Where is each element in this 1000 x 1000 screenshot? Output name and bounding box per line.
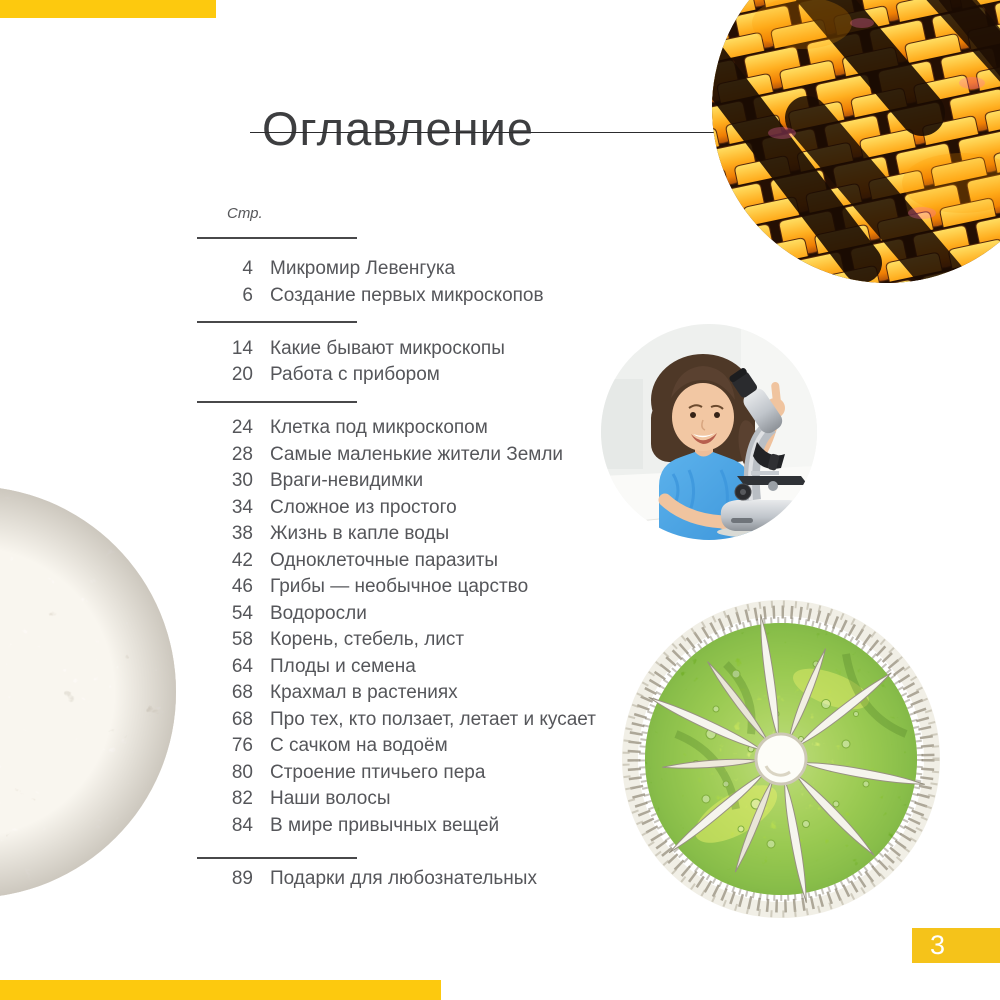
butterfly-wing-photo bbox=[712, 0, 1000, 283]
page-title: Оглавление bbox=[262, 102, 535, 156]
toc-entry-title: Грибы — необычное царство bbox=[270, 576, 529, 597]
toc-entry-title: Самые маленькие жители Земли bbox=[270, 443, 564, 465]
toc-page-number: 14 bbox=[231, 337, 253, 359]
toc-row bbox=[195, 548, 625, 575]
toc-page-number: 38 bbox=[231, 523, 253, 544]
toc-row bbox=[195, 627, 625, 654]
toc-entry-title: В мире привычных вещей bbox=[270, 814, 500, 836]
toc-page-number: 54 bbox=[231, 602, 253, 624]
toc-page-number: 6 bbox=[242, 284, 253, 306]
toc-entry-title: Жизнь в капле воды bbox=[270, 523, 450, 544]
top-left-accent-bar bbox=[0, 0, 216, 18]
toc-page-number: 34 bbox=[231, 496, 253, 518]
toc-row bbox=[195, 256, 625, 283]
toc-row bbox=[195, 760, 625, 787]
toc-page-number: 64 bbox=[231, 655, 253, 677]
toc-row bbox=[195, 468, 625, 495]
toc-page-number: 76 bbox=[231, 735, 253, 756]
page-number-badge bbox=[912, 928, 1000, 963]
green-algae-photo bbox=[616, 594, 946, 924]
page-column-label: Стр. bbox=[227, 205, 263, 222]
toc-entry-title: Микромир Левенгука bbox=[270, 258, 456, 279]
toc-group bbox=[195, 336, 625, 389]
section-divider bbox=[195, 389, 625, 416]
toc-entry-title: Водоросли bbox=[270, 602, 367, 624]
toc-page-number: 82 bbox=[231, 788, 253, 809]
toc-entry-title: Наши волосы bbox=[270, 788, 391, 809]
toc-row bbox=[195, 495, 625, 522]
toc-entry-title: Враги-невидимки bbox=[270, 470, 424, 491]
toc-page-number: 58 bbox=[231, 629, 253, 650]
toc-row bbox=[195, 415, 625, 442]
page-number: 3 bbox=[930, 930, 946, 960]
toc-row bbox=[195, 654, 625, 681]
title-underline bbox=[250, 132, 750, 133]
toc-group bbox=[195, 866, 625, 893]
sponge-fiber-photo bbox=[0, 486, 176, 898]
toc-row bbox=[195, 786, 625, 813]
toc-entry-title: С сачком на водоём bbox=[270, 735, 448, 756]
toc-row bbox=[195, 442, 625, 469]
toc-entry-title: Строение птичьего пера bbox=[270, 761, 486, 783]
toc-row bbox=[195, 680, 625, 707]
toc-row bbox=[195, 866, 625, 893]
toc-row bbox=[195, 521, 625, 548]
toc-row bbox=[195, 813, 625, 840]
toc-row bbox=[195, 733, 625, 760]
toc-entry-title: Корень, стебель, лист bbox=[270, 629, 465, 650]
toc-page-number: 89 bbox=[231, 867, 253, 889]
toc-entry-title: Создание первых микроскопов bbox=[270, 284, 544, 306]
toc-row bbox=[195, 362, 625, 389]
toc-page-number: 24 bbox=[231, 417, 253, 438]
toc-page-number: 4 bbox=[242, 258, 253, 279]
toc-entry-title: Плоды и семена bbox=[270, 655, 416, 677]
toc-entry-title: Работа с прибором bbox=[270, 364, 440, 385]
toc-page-number: 84 bbox=[231, 814, 253, 836]
toc-page-number: 28 bbox=[231, 443, 253, 465]
toc-row bbox=[195, 336, 625, 363]
toc-page-number: 30 bbox=[231, 470, 253, 491]
toc-row bbox=[195, 707, 625, 734]
toc-page-number: 68 bbox=[231, 682, 253, 703]
toc-row bbox=[195, 283, 625, 310]
toc-entry-title: Какие бывают микроскопы bbox=[270, 337, 505, 359]
toc-page-number: 68 bbox=[231, 708, 253, 730]
toc-group bbox=[195, 415, 625, 839]
toc-page-number: 80 bbox=[231, 761, 253, 783]
toc-entry-title: Крахмал в растениях bbox=[270, 682, 458, 703]
toc-page-number: 46 bbox=[231, 576, 253, 597]
bottom-left-accent-bar bbox=[0, 980, 441, 1000]
toc-row bbox=[195, 574, 625, 601]
toc-group bbox=[195, 256, 625, 309]
toc-entry-title: Сложное из простого bbox=[270, 496, 457, 518]
toc-page-number: 42 bbox=[231, 549, 253, 571]
toc-entry-title: Одноклеточные паразиты bbox=[270, 549, 499, 571]
toc-page-number: 20 bbox=[231, 364, 253, 385]
toc-entry-title: Подарки для любознательных bbox=[270, 867, 537, 889]
section-divider bbox=[195, 224, 625, 252]
section-divider bbox=[195, 309, 625, 336]
toc-entry-title: Про тех, кто ползает, летает и кусает bbox=[270, 708, 596, 730]
girl-with-microscope-photo bbox=[601, 324, 817, 540]
toc-row bbox=[195, 601, 625, 628]
table-of-contents bbox=[195, 204, 625, 892]
toc-entry-title: Клетка под микроскопом bbox=[270, 417, 488, 438]
